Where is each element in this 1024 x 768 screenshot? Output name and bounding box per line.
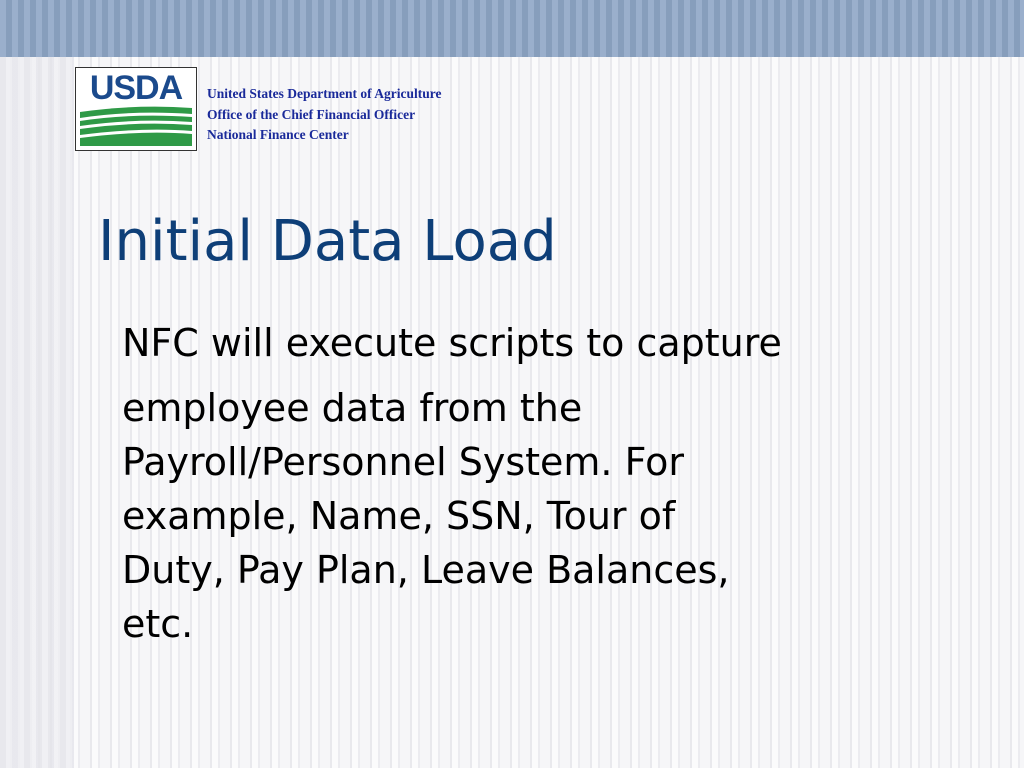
body-line: Duty, Pay Plan, Leave Balances, — [122, 548, 730, 592]
agency-header — [207, 84, 441, 146]
slide-title: Initial Data Load — [98, 209, 557, 274]
usda-logo-text: USDA — [89, 69, 183, 107]
body-line: example, Name, SSN, Tour of — [122, 494, 676, 538]
slide-body — [122, 316, 932, 651]
usda-logo — [75, 67, 197, 151]
center-name: National Finance Center — [207, 127, 349, 142]
body-line: Payroll/Personnel System. For — [122, 440, 684, 484]
office-name: Office of the Chief Financial Officer — [207, 106, 416, 122]
top-banner — [0, 0, 1024, 57]
body-line: NFC will execute scripts to capture — [122, 321, 782, 365]
body-line: etc. — [122, 602, 194, 646]
body-line: employee data from the — [122, 386, 583, 430]
left-decorative-strip — [0, 57, 74, 768]
agency-name: United States Department of Agriculture — [207, 86, 442, 101]
usda-logo-icon — [76, 68, 196, 150]
